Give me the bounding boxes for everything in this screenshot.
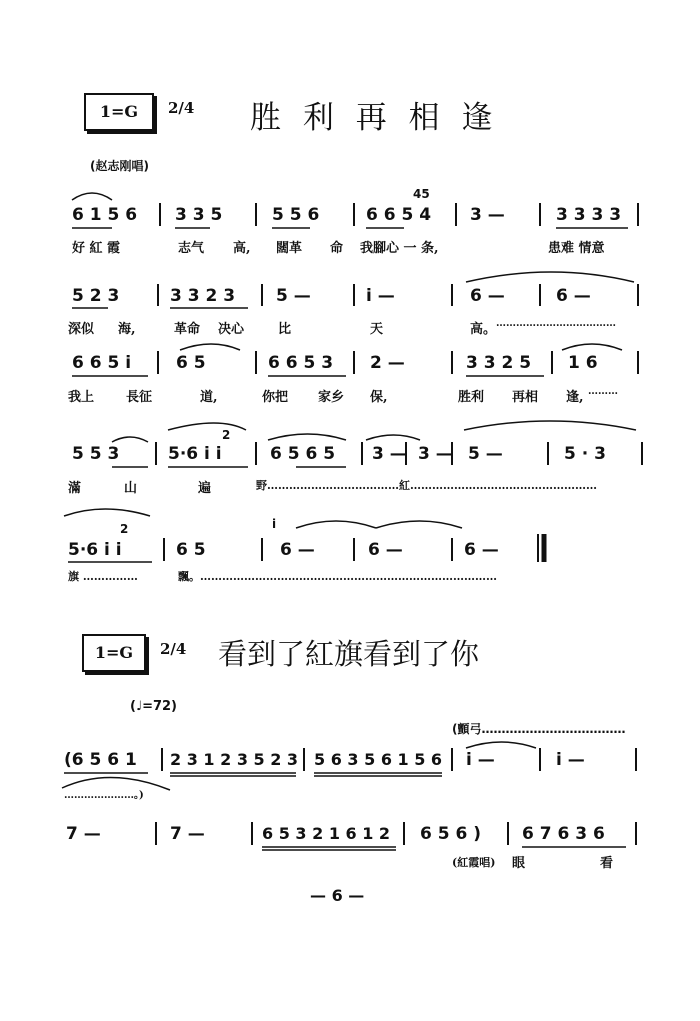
measure: 7 — bbox=[66, 824, 101, 844]
grace-note: 45 bbox=[413, 187, 430, 201]
performance-cue: (顫弓……………………………… bbox=[452, 722, 626, 736]
lyric: 革命 bbox=[174, 322, 201, 337]
measure: 5·6 i i bbox=[68, 540, 122, 560]
lyric: 我上 bbox=[68, 390, 95, 405]
song-title-2: 看到了紅旗看到了你 bbox=[218, 637, 480, 671]
tempo-marking: (♩=72) bbox=[130, 699, 177, 714]
lyric: 長征 bbox=[126, 390, 153, 405]
measure: i — bbox=[466, 750, 495, 770]
measure: 6 6 5 4 bbox=[366, 205, 432, 225]
singer-credit: (赵志刚唱) bbox=[90, 159, 149, 173]
lyric: 眼 bbox=[512, 856, 526, 871]
singer-cue: (紅霞唱) bbox=[452, 856, 496, 869]
time-signature-2: 2/4 bbox=[160, 640, 187, 658]
key-signature-box: 1=G bbox=[84, 93, 154, 131]
measure: 6 6 5 i bbox=[72, 353, 132, 373]
lyric: 闊革 bbox=[276, 241, 303, 256]
lyric: 决心 bbox=[218, 322, 245, 337]
grace-note: 2 bbox=[120, 522, 129, 536]
lyric: 旗 …………… bbox=[68, 570, 138, 583]
measure: 5 · 3 bbox=[564, 444, 606, 464]
lyric: 看 bbox=[600, 856, 614, 871]
lyric: 滿 bbox=[68, 481, 82, 496]
lyric: 逢, bbox=[566, 390, 584, 405]
measure: 3 — bbox=[418, 444, 453, 464]
song-title: 胜 利 再 相 逢 bbox=[250, 100, 499, 136]
lyric-dots: ……………………………… bbox=[496, 318, 616, 329]
measure: 3 — bbox=[470, 205, 505, 225]
grace-note: i bbox=[272, 517, 277, 531]
measure: 6 5 6 5 bbox=[270, 444, 336, 464]
measure: 5 5 6 bbox=[272, 205, 320, 225]
page-number: — 6 — bbox=[310, 886, 365, 905]
measure: 6 — bbox=[470, 286, 505, 306]
measure: 6 5 3 2 1 6 1 2 bbox=[262, 824, 391, 843]
continuation-dots: …………………。) bbox=[64, 790, 144, 801]
lyric-dots: ……… bbox=[588, 386, 618, 397]
lyric: 家乡 bbox=[318, 390, 345, 405]
measure: 6 7 6 3 6 bbox=[522, 824, 605, 844]
lyric: 再相 bbox=[512, 390, 539, 405]
measure: 6 — bbox=[556, 286, 591, 306]
measure: 3 3 2 3 bbox=[170, 286, 236, 306]
measure: 2 3 1 2 3 5 2 3 bbox=[170, 750, 299, 769]
lyric: 保, bbox=[370, 390, 388, 405]
lyric: 志气 bbox=[178, 241, 205, 256]
measure: 5 — bbox=[468, 444, 503, 464]
measure: 6 1 5 6 bbox=[72, 205, 138, 225]
measure: 3 — bbox=[372, 444, 407, 464]
key-signature-box-2: 1=G bbox=[82, 634, 146, 672]
measure: 6 6 5 3 bbox=[268, 353, 334, 373]
lyric: 命 bbox=[330, 241, 344, 256]
lyric: 胜利 bbox=[458, 390, 485, 405]
time-signature: 2/4 bbox=[168, 99, 195, 117]
measure: 6 5 6 ) bbox=[420, 824, 482, 844]
measure: 3 3 3 3 bbox=[556, 205, 622, 225]
lyric: 我腳心 一 条, bbox=[360, 241, 439, 256]
measure: 5 — bbox=[276, 286, 311, 306]
measure: 3 3 2 5 bbox=[466, 353, 532, 373]
lyric: 好 紅 霞 bbox=[72, 241, 121, 256]
measure: 7 — bbox=[170, 824, 205, 844]
measure: i — bbox=[556, 750, 585, 770]
measure: 6 5 bbox=[176, 353, 206, 373]
lyric: 海, bbox=[118, 322, 136, 337]
lyric: 道, bbox=[200, 390, 218, 405]
measure: 3 3 5 bbox=[175, 205, 223, 225]
measure: 6 — bbox=[368, 540, 403, 560]
measure: 5 5 3 bbox=[72, 444, 120, 464]
measure: 6 — bbox=[280, 540, 315, 560]
lyric: 高, bbox=[233, 241, 251, 256]
lyric: 比 bbox=[278, 322, 292, 337]
lyric: 深似 bbox=[68, 322, 95, 337]
lyric: 高。 bbox=[470, 322, 497, 337]
lyric: 天 bbox=[370, 322, 384, 337]
grace-note: 2 bbox=[222, 428, 231, 442]
lyric: 野………………………………紅…………………………………………… bbox=[256, 479, 597, 492]
lyric: 你把 bbox=[262, 390, 289, 405]
lyric: 山 bbox=[124, 481, 138, 496]
measure: 5 6 3 5 6 1 5 6 bbox=[314, 750, 443, 769]
lyric: 遍 bbox=[198, 481, 212, 496]
measure: 5 2 3 bbox=[72, 286, 120, 306]
measure: 1 6 bbox=[568, 353, 598, 373]
lyric: 患难 情意 bbox=[548, 241, 605, 256]
lyric: 飄。……………………………………………………………………… bbox=[178, 570, 497, 583]
measure: 2 — bbox=[370, 353, 405, 373]
measure: i — bbox=[366, 286, 395, 306]
measure: 6 5 bbox=[176, 540, 206, 560]
measure: 6 — bbox=[464, 540, 499, 560]
measure: 5·6 i i bbox=[168, 444, 222, 464]
measure: (6 5 6 1 bbox=[64, 750, 137, 770]
